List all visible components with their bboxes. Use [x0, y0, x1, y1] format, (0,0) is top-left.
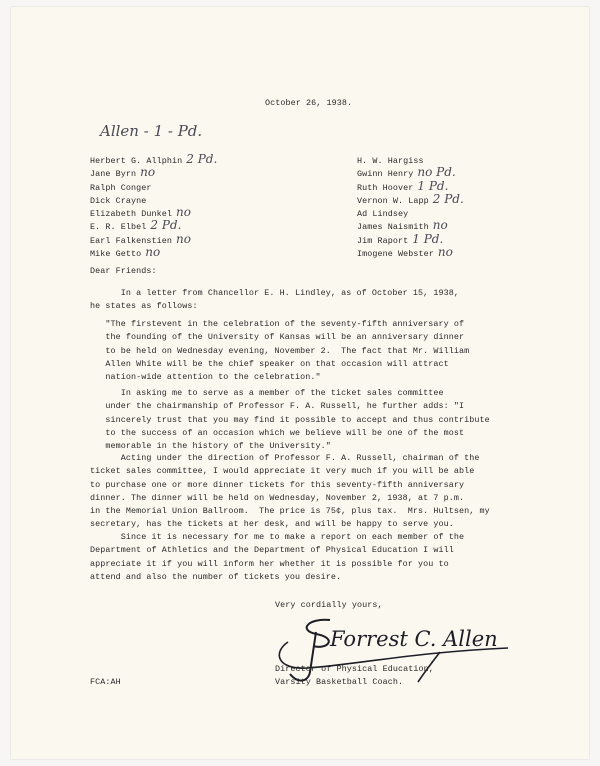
body-paragraph: Since it is necessary for me to make a report on each member of the Department of Athletics and the Department of Physical Education I will appreciate it if you will inform her whether it is possible for you to attend and also the number of tickets you desire.: [90, 532, 465, 582]
recipient-item: Ad Lindsey: [357, 209, 409, 220]
recipient-item: Earl Falkenstien no: [90, 231, 191, 246]
handwritten-header-note: Allen - 1 - Pd.: [100, 122, 203, 140]
recipient-item: Gwinn Henry no Pd.: [357, 165, 456, 180]
recipient-list-left: [90, 150, 290, 260]
recipient-item: Elizabeth Dunkel no: [90, 205, 191, 220]
recipient-item: Vernon W. Lapp 2 Pd.: [357, 191, 464, 206]
signer-titles: Director of Physical Education, Varsity Basketball Coach.: [275, 664, 434, 688]
recipient-item: Dick Crayne: [90, 195, 147, 206]
recipient-item: Herbert G. Allphin 2 Pd.: [90, 152, 218, 166]
closing: Very cordially yours,: [275, 600, 383, 610]
body-paragraph: Acting under the direction of Professor F. A. Russell, chairman of the ticket sales committee, I would appreciate it very much if you will be able to purchase one or more dinner tickets for this seventy-fifth anniversary dinner. The dinner will be held on Wednesday, November 2, 1938, at 7 p.m. in the Memorial Union Ballroom. The price is 75¢, plus tax. Mrs. Hultsen, my secretary, has the tickets at her desk, and will be happy to serve you.: [90, 453, 490, 530]
quoted-paragraph: "The firstevent in the celebration of the seventy-fifth anniversary of the founding of the University of Kansas will be an anniversary dinner to be held on Wednesday evening, November 2. The fact that Mr. William Allen White will be the chief speaker on that occasion will attract nation-wide attention to the celebration.": [90, 319, 470, 383]
recipient-item: Imogene Webster no: [357, 245, 453, 260]
body-paragraph: In asking me to serve as a member of the ticket sales committee under the chairmanship of Professor F. A. Russell, he further adds: "I sincerely trust that you may find it possible to accept and thus contribute to the success of an occasion which we believe will be one of the most memorable in the history of the University.": [90, 388, 490, 452]
letter-date: October 26, 1938.: [265, 98, 353, 108]
body-paragraph: In a letter from Chancellor E. H. Lindley, as of October 15, 1938, he states as follows:: [90, 288, 460, 312]
recipient-item: Jim Raport 1 Pd.: [357, 231, 444, 246]
typist-initials: FCA:AH: [90, 677, 121, 687]
recipient-item: James Naismith no: [357, 218, 448, 233]
recipient-item: Mike Getto no: [90, 245, 161, 260]
recipient-item: Ruth Hoover 1 Pd.: [357, 178, 449, 193]
signature-text: Forrest C. Allen: [330, 627, 498, 651]
salutation: Dear Friends:: [90, 266, 157, 276]
recipient-item: H. W. Hargiss: [357, 156, 424, 166]
recipient-item: Jane Byrn no: [90, 165, 156, 180]
recipient-item: Ralph Conger: [90, 182, 152, 193]
recipient-list-right: [357, 150, 557, 260]
recipient-item: E. R. Elbel 2 Pd.: [90, 218, 182, 233]
